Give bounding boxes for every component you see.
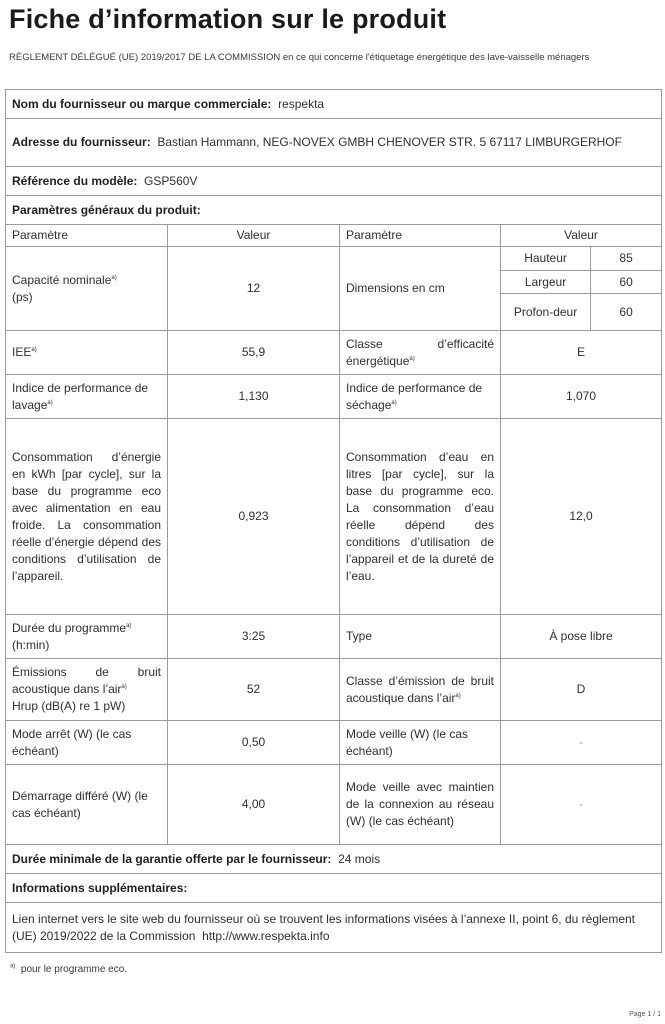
header-param-1: Paramètre <box>6 225 168 247</box>
header-value-1: Valeur <box>168 225 340 247</box>
table-row <box>6 659 662 721</box>
dimensions-label: Dimensions en cm <box>340 247 501 331</box>
capacity-label: Capacité nominale$^{a)}$ (ps) <box>6 247 168 331</box>
energy-consumption-value: 0,923 <box>168 419 340 615</box>
type-value: À pose libre <box>501 615 662 659</box>
table-row <box>6 331 662 375</box>
delay-start-label: Démarrage différé (W) (le cas échéant) <box>6 765 168 845</box>
drying-value: 1,070 <box>501 375 662 419</box>
page-title: Fiche d’information sur le produit <box>9 4 447 34</box>
off-mode-value: 0,50 <box>168 721 340 765</box>
cleaning-value: 1,130 <box>168 375 340 419</box>
address-label: Adresse du fournisseur: <box>12 135 151 149</box>
table-row <box>6 615 662 659</box>
header-value-2: Valeur <box>501 225 662 247</box>
header-row <box>6 225 662 247</box>
additional-info-label: Informations supplémentaires: <box>12 880 188 895</box>
energy-class-label: Classe d’efficacité énergétique$^{a)}$ <box>340 331 501 375</box>
iee-value: 55,9 <box>168 331 340 375</box>
supplier-label: Nom du fournisseur ou marque commerciale: <box>12 96 272 111</box>
regulation-text: RÈGLEMENT DÉLÉGUÉ (UE) 2019/2017 DE LA COMMISSION en ce qui concerne l'étiquetage énergétique des lave-vaisselle ménagers <box>9 52 590 63</box>
energy-consumption-label: Consommation d’énergie en kWh [par cycle], sur la base du programme eco avec alimentation en eau froide. La consommation réelle d’énergie dépend des conditions d’utilisation de l’appareil. <box>6 419 168 615</box>
page-number: Page 1 / 1 <box>629 1011 661 1018</box>
warranty-row <box>6 845 662 874</box>
link-text: Lien internet vers le site web du fournisseur où se trouvent les informations visées à l’annexe II, point 6, du règlement (UE) 2019/2022 de la Commission <box>12 911 636 943</box>
water-consumption-value: 12,0 <box>501 419 662 615</box>
general-params-label: Paramètres généraux du produit: <box>12 202 201 217</box>
water-consumption-label: Consommation d’eau en litres [par cycle], sur la base du programme eco. La consommation d’eau réelle dépend des conditions d’utilisation de l’appareil et de la dureté de l’eau. <box>340 419 501 615</box>
off-mode-label: Mode arrêt (W) (le cas échéant) <box>6 721 168 765</box>
drying-label: Indice de performance de séchage$^{a)}$ <box>340 375 501 419</box>
width-value: 60 <box>591 270 661 293</box>
header-param-2: Paramètre <box>340 225 501 247</box>
supplier-website-link[interactable]: http://www.respekta.info <box>202 928 330 943</box>
cleaning-label: Indice de performance de lavage$^{a)}$ <box>6 375 168 419</box>
footnote-text: pour le programme eco. <box>20 964 128 975</box>
noise-class-value: D <box>501 659 662 721</box>
warranty-value: 24 mois <box>338 851 381 866</box>
networked-standby-label: Mode veille avec maintien de la connexion au réseau (W) (le cas échéant) <box>340 765 501 845</box>
iee-label: IEE$^{a)}$ <box>6 331 168 375</box>
noise-class-label: Classe d’émission de bruit acoustique dans l’air$^{a)}$ <box>340 659 501 721</box>
supplier-row <box>6 90 662 119</box>
height-label: Hauteur <box>501 247 591 270</box>
noise-value: 52 <box>168 659 340 721</box>
depth-label: Profon-deur <box>501 293 591 330</box>
type-label: Type <box>340 615 501 659</box>
warranty-label: Durée minimale de la garantie offerte par le fournisseur: <box>12 851 332 866</box>
footnote-mark: a) <box>10 963 16 970</box>
table-row <box>6 375 662 419</box>
table-row <box>6 721 662 765</box>
general-params-row <box>6 196 662 225</box>
model-label: Référence du modèle: <box>12 173 138 188</box>
additional-info-row <box>6 874 662 903</box>
table-row <box>6 247 662 331</box>
link-row <box>6 903 662 953</box>
table-row <box>6 419 662 615</box>
noise-label: Émissions de bruit acoustique dans l’air$^{a)}$ Hrup (dB(A) re 1 pW) <box>6 659 168 721</box>
capacity-value: 12 <box>168 247 340 331</box>
standby-label: Mode veille (W) (le cas échéant) <box>340 721 501 765</box>
width-label: Largeur <box>501 270 591 293</box>
energy-class-value: E <box>501 331 662 375</box>
depth-value: 60 <box>591 293 661 330</box>
model-value: GSP560V <box>144 173 198 188</box>
model-row <box>6 167 662 196</box>
dimensions-values <box>501 247 662 331</box>
address-row <box>6 119 662 167</box>
height-value: 85 <box>591 247 661 270</box>
delay-start-value: 4,00 <box>168 765 340 845</box>
standby-value: - <box>501 721 662 765</box>
supplier-value: respekta <box>278 96 325 111</box>
duration-label: Durée du programme$^{a)}$ (h:min) <box>6 615 168 659</box>
table-row <box>6 765 662 845</box>
footnote <box>10 964 127 975</box>
networked-standby-value: - <box>501 765 662 845</box>
duration-value: 3:25 <box>168 615 340 659</box>
product-table <box>5 89 662 953</box>
address-value: Bastian Hammann, NEG-NOVEX GMBH CHENOVER STR. 5 67117 LIMBURGERHOF <box>157 135 622 149</box>
